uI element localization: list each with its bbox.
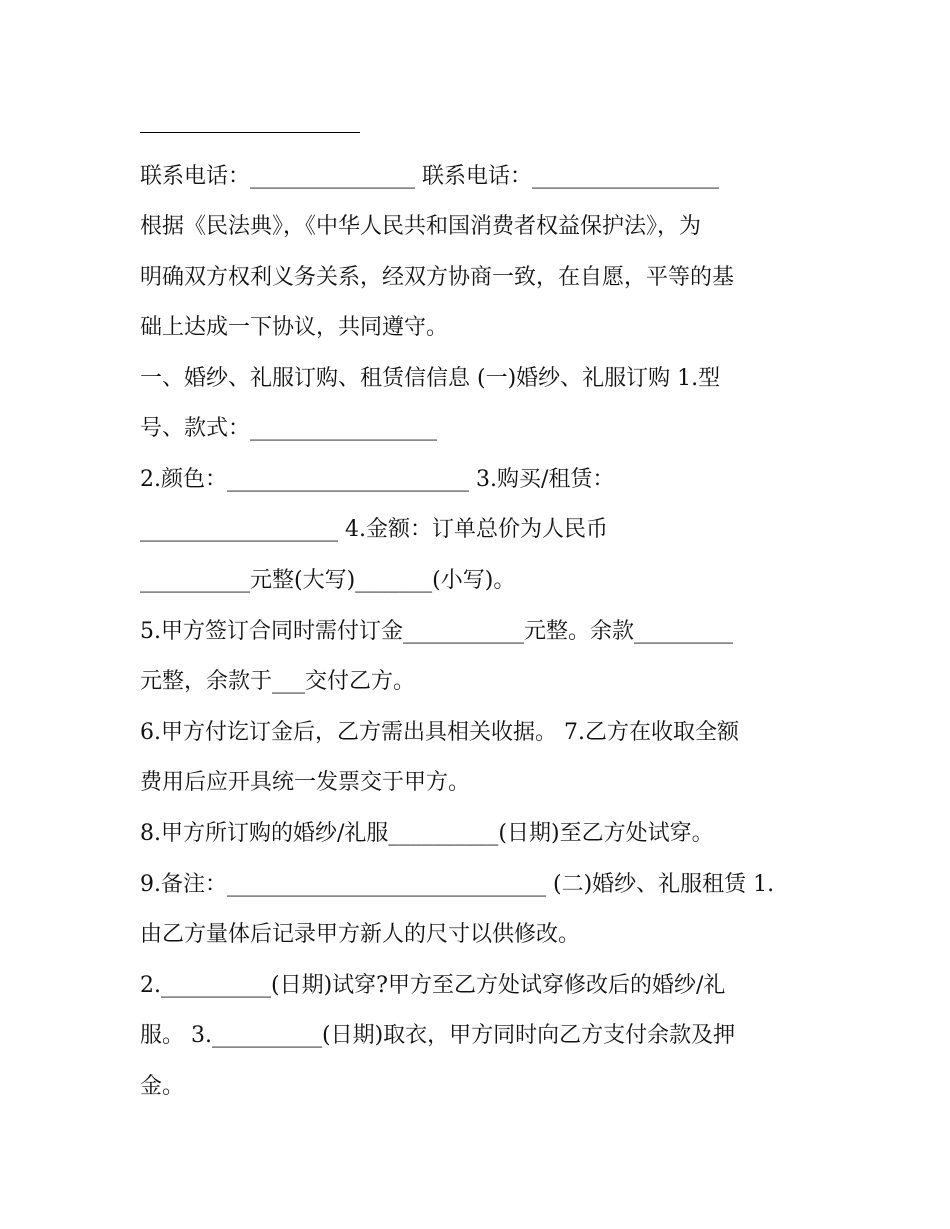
receipt-line: 6.甲方付讫订金后，乙方需出具相关收据。 7.乙方在收取全额: [140, 720, 739, 745]
remarks-line: 9.备注：_____________________________ (二)婚纱、礼服租赁 1.: [140, 872, 775, 897]
fitting-line: 8.甲方所订购的婚纱/礼服__________(日期)至乙方处试穿。: [140, 821, 714, 846]
preamble-line-1: 根据《民法典》，《中华人民共和国消费者权益保护法》，为: [140, 214, 702, 239]
model-style-line: 号、款式：_________________: [140, 416, 438, 441]
contact-phone-line: 联系电话：_______________ 联系电话：_________________: [140, 164, 719, 189]
deposit-end-line: 金。: [140, 1074, 185, 1099]
signature-blank-line: [140, 132, 360, 133]
invoice-line: 费用后应开具统一发票交于甲方。: [140, 770, 471, 795]
color-purchase-line: 2.颜色：______________________ 3.购买/租赁：: [140, 467, 615, 492]
preamble-line-2: 明确双方权利义务关系，经双方协商一致，在自愿，平等的基: [140, 265, 735, 290]
rental-fitting-line: 2.__________(日期)试穿?甲方至乙方处试穿修改后的婚纱/礼: [140, 973, 726, 998]
measurement-line: 由乙方量体后记录甲方新人的尺寸以供修改。: [140, 922, 581, 947]
preamble-line-3: 础上达成一下协议，共同遵守。: [140, 315, 449, 340]
amount-words-line: __________元整(大写)_______(小写)。: [140, 568, 516, 593]
deposit-line: 5.甲方签订合同时需付订金___________元整。余款_________: [140, 619, 733, 644]
pickup-line: 服。 3.__________(日期)取衣，甲方同时向乙方支付余款及押: [140, 1023, 736, 1048]
balance-line: 元整，余款于___交付乙方。: [140, 669, 416, 694]
section-1-heading: 一、婚纱、礼服订购、租赁信信息 (一)婚纱、礼服订购 1.型: [140, 366, 721, 391]
amount-line: __________________ 4.金额：订单总价为人民币: [140, 517, 608, 542]
